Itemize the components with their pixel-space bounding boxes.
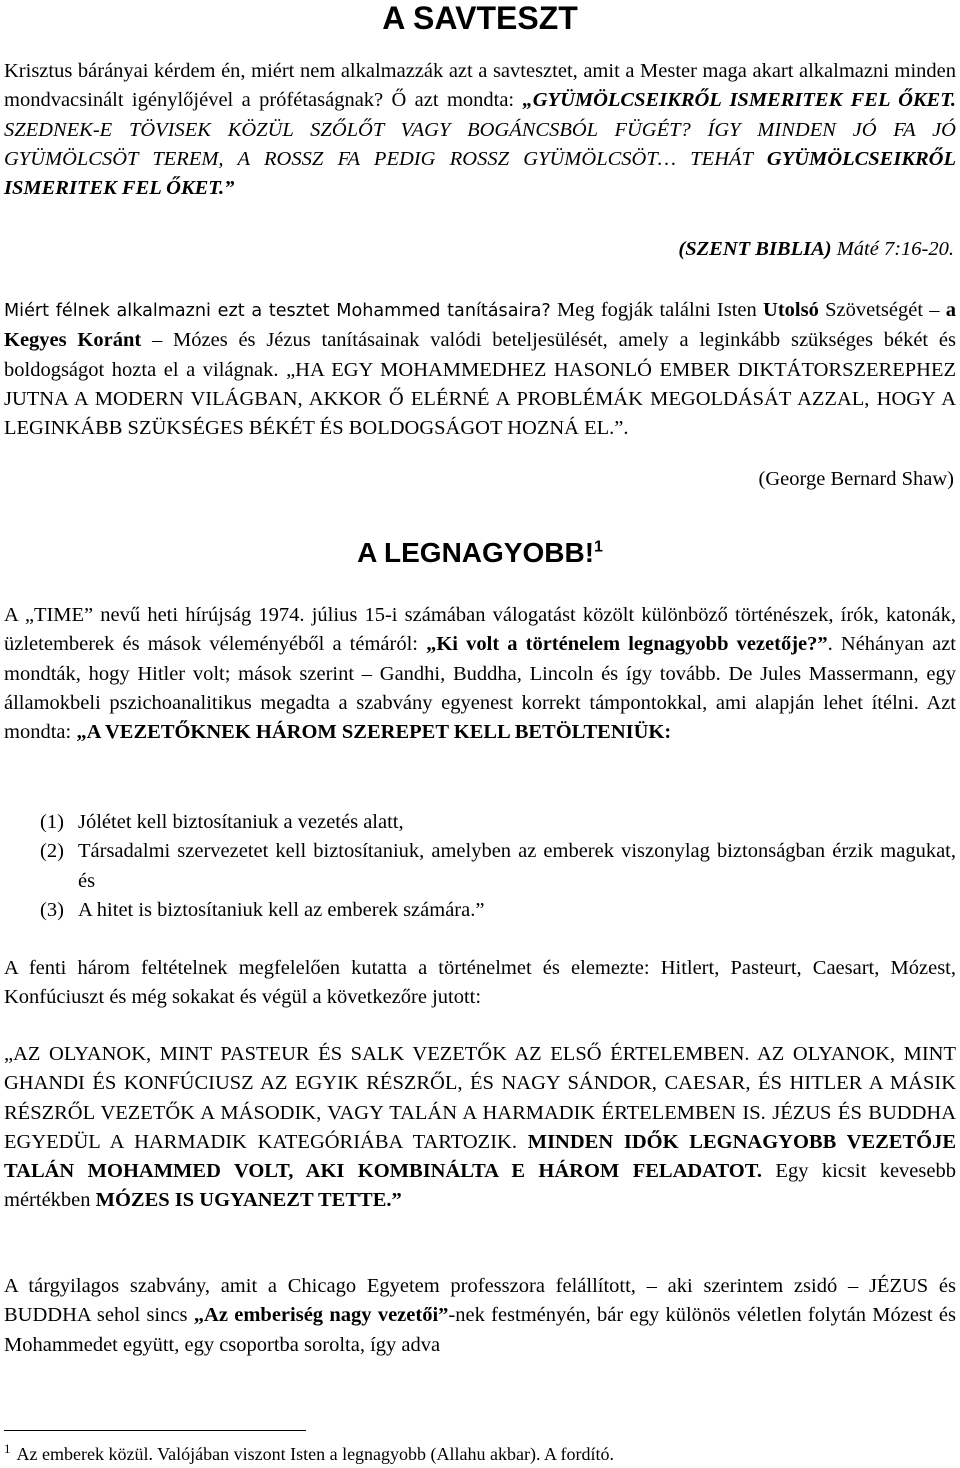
- paragraph-text: Szövetségét –: [818, 299, 946, 321]
- conclusion-paragraph: [4, 1040, 956, 1216]
- list-item: [40, 896, 956, 925]
- paragraph-text: -nek festményén, bár egy különös véletlen folytán Mózest és Mohammedet együtt, egy csoportba sorolta, így adva: [4, 1304, 956, 1356]
- great-leaders-text: „Az emberiség nagy vezetői”: [193, 1304, 449, 1327]
- question-text: Miért félnek alkalmazni ezt a tesztet Mohammed tanításaira?: [4, 301, 551, 321]
- last-text: Utolsó: [763, 299, 819, 321]
- bible-reference: [678, 235, 954, 264]
- intro-paragraph: [4, 57, 956, 203]
- greatest-leader-text: MINDEN IDŐK LEGNAGYOBB VEZETŐJE TALÁN MOHAMMED VOLT, AKI KOMBINÁLTA E HÁROM FELADATOT.: [4, 1130, 957, 1183]
- time-paragraph: [4, 601, 956, 747]
- list-number: (3): [40, 898, 64, 921]
- footnote-mark: 1: [4, 1441, 11, 1456]
- paragraph-text: A „TIME” nevű heti hírújság 1974. július 15-i számában válogatást közölt különböző történészek, írók, katonák, üzletemberek és mások véleményéből a témáról:: [4, 604, 956, 656]
- list-text: A hitet is biztosítaniuk kell az emberek számára.”: [78, 898, 485, 921]
- footnote-text: Az emberek közül. Valójában viszont Isten a legnagyobb (Allahu akbar). A fordító.: [16, 1444, 614, 1464]
- paragraph-text: „AZ OLYANOK, MINT PASTEUR ÉS SALK VEZETŐK AZ ELSŐ ÉRTELEMBEN. AZ OLYANOK, MINT GHANDI ÉS KONFÚCIUSZ AZ EGYIK RÉSZRŐL, ÉS NAGY SÁNDOR, CAESAR, ÉS HITLER A MÁSIK RÉSZRŐL VEZETŐK A MÁSODIK, VAGY TALÁN A HARMADIK ÉRTELEMBEN IS. JÉZUS ÉS BUDDHA EGYEDÜL A HARMADIK KATEGÓRIÁBA TARTOZIK.: [4, 1043, 956, 1153]
- list-item: [40, 808, 956, 837]
- heading-text: A LEGNAGYOBB!: [357, 537, 595, 568]
- list-number: (1): [40, 811, 64, 833]
- quote-fruits: „GYÜMÖLCSEIKRŐL ISMERITEK FEL ŐKET.: [522, 89, 956, 112]
- footnote-divider: [4, 1430, 306, 1431]
- quote-fruits-repeat: GYÜMÖLCSEIKRŐL ISMERITEK FEL ŐKET.: [4, 147, 956, 200]
- paragraph-text: Meg fogják találni Isten: [550, 299, 764, 321]
- mohammed-paragraph: [4, 296, 956, 443]
- list-text: Jólétet kell biztosítaniuk a vezetés alatt,: [78, 811, 404, 833]
- chicago-paragraph: [4, 1272, 956, 1360]
- shaw-reference: (George Bernard Shaw): [758, 468, 954, 490]
- paragraph-text: Egy kicsit kevesebb mértékben: [4, 1160, 956, 1212]
- paragraph-text: . Néhányan azt mondták, hogy Hitler volt; mások szerint – Gandhi, Buddha, Lincoln és így tovább. De Jules Massermann, egy államokbeli pszichoanalitikus megadta a szabvány egyenest korrekt támpontokkal, ami alapján lehet ítélni. Azt mondta:: [4, 633, 956, 744]
- footnote-marker: 1: [594, 538, 603, 556]
- list-item: [40, 837, 956, 896]
- leader-question: „Ki volt a történelem legnagyobb vezetője?”: [426, 633, 828, 656]
- intro-text: Krisztus bárányai kérdem én, miért nem alkalmazzák azt a savtesztet, amit a Mester maga akart alkalmazni minden mondvacsinált igénylőjével a prófétaságnak? Ő azt mondta:: [4, 60, 956, 112]
- section-heading: [0, 533, 960, 573]
- bible-verse: Máté 7:16-20.: [831, 238, 954, 260]
- bible-source: (SZENT BIBLIA): [678, 238, 832, 260]
- list-text: Társadalmi szervezetet kell biztosítaniuk, amelyben az emberek viszonylag biztonságban érzik magukat, és: [78, 840, 956, 892]
- paragraph-text: – Mózes és Jézus tanításainak valódi beteljesülését, amely a leginkább szükséges békét és boldogságot hozta el a világnak. „HA EGY MOHAMMEDHEZ HASONLÓ EMBER DIKTÁTORSZEREPHEZ JUTNA A MODERN VILÁGBAN, AKKOR Ő ELÉRNÉ A PROBLÉMÁK MEGOLDÁSÁT AZZAL, HOGY A LEGINKÁBB SZÜKSÉGES BÉKÉT ÉS BOLDOGSÁGOT HOZNÁ EL.”.: [4, 329, 956, 440]
- paragraph-text: A tárgyilagos szabvány, amit a Chicago Egyetem professzora felállított, – aki szerintem zsidó – JÉZUS és BUDDHA sehol sincs: [4, 1275, 956, 1327]
- list-number: (2): [40, 840, 64, 863]
- moses-text: MÓZES IS UGYANEZT TETTE.”: [95, 1189, 402, 1212]
- quote-thorns: SZEDNEK-E TÖVISEK KÖZÜL SZŐLŐT VAGY BOGÁNCSBÓL FÜGÉT? ÍGY MINDEN JÓ FA JÓ GYÜMÖLCSÖT TEREM, A ROSSZ FA PEDIG ROSSZ GYÜMÖLCSÖT… TEHÁT: [4, 118, 956, 170]
- footnote: [4, 1436, 956, 1467]
- quran-text: a Kegyes Koránt: [4, 299, 957, 352]
- analysis-paragraph: A fenti három feltételnek megfelelően kutatta a történelmet és elemezte: Hitlert, Pasteurt, Caesart, Mózest, Konfúciuszt és még sokakat és végül a következőre jutott:: [4, 957, 956, 1009]
- roles-list: [40, 808, 956, 925]
- quote-close: ”: [224, 177, 235, 200]
- three-roles-heading: „A VEZETŐKNEK HÁROM SZEREPET KELL BETÖLTENIÜK:: [76, 721, 672, 744]
- document-title: A SAVTESZT: [382, 0, 578, 36]
